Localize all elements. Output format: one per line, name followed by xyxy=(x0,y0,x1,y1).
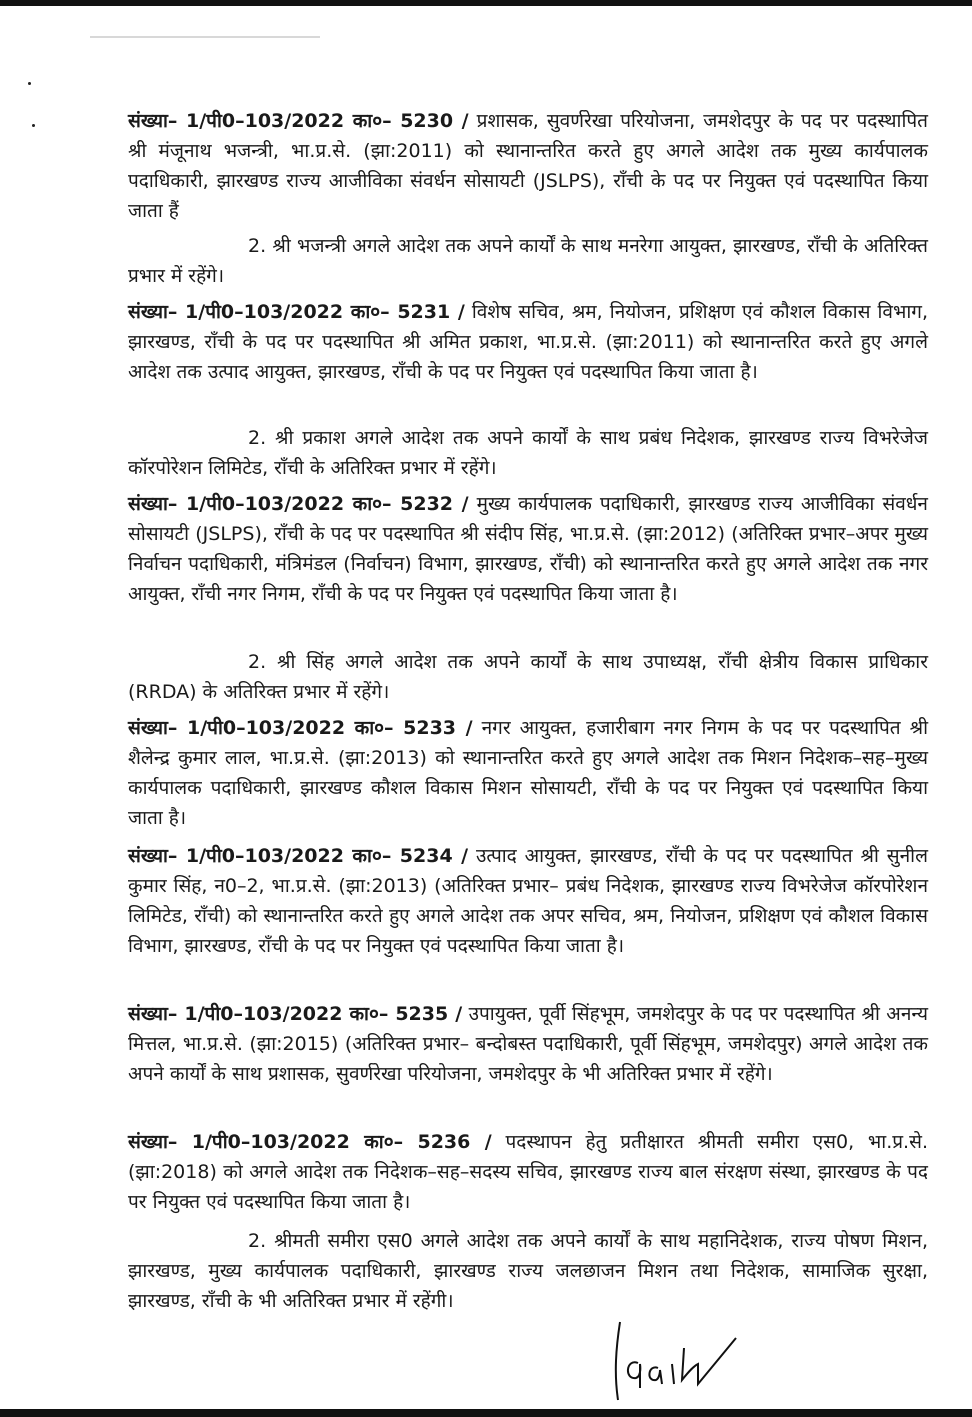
order-text: उत्पाद आयुक्त, झारखण्ड, राँची के पद पर पदस्थापित श्री सुनील कुमार सिंह, न0–2, भा.प्र.से. (झा:2013) (अतिरिक्त प्रभार– प्रबंध निदेशक, झारखण्ड राज्य विभरेजेज कॉरपोरेशन लिमिटेड, राँची) को स्थानान्तरित करते हुए अगले आदेश तक अपर सचिव, श्रम, नियोजन, प्रशिक्षण एवं कौशल विकास विभाग, झारखण्ड, राँची के पद पर नियुक्त एवं पदस्थापित किया जाता है। xyxy=(128,845,928,957)
order-text: प्रशासक, सुवर्णरेखा परियोजना, जमशेदपुर के पद पर पदस्थापित श्री मंजूनाथ भजन्त्री, भा.प्र.से. (झा:2011) को स्थानान्तरित करते हुए अगले आदेश तक मुख्य कार्यपालक पदाधिकारी, झारखण्ड राज्य आजीविका संवर्धन सोसायटी (JSLPS), राँची के पद पर नियुक्त एवं पदस्थापित किया जाता हैं xyxy=(128,110,928,222)
order-5232-note: 2. श्री सिंह अगले आदेश तक अपने कार्यों के साथ उपाध्यक्ष, राँची क्षेत्रीय विकास प्राधिकार (RRDA) के अतिरिक्त प्रभार में रहेंगे। xyxy=(128,651,928,703)
order-ref: संख्या– 1/पी0–103/2022 का०– 5231 / xyxy=(128,301,465,323)
order-5233 xyxy=(128,713,928,833)
order-5231-note: 2. श्री प्रकाश अगले आदेश तक अपने कार्यों के साथ प्रबंध निदेशक, झारखण्ड राज्य विभरेजेज कॉरपोरेशन लिमिटेड, राँची के अतिरिक्त प्रभार में रहेंगे। xyxy=(128,427,928,479)
order-ref: संख्या– 1/पी0–103/2022 का०– 5230 / xyxy=(128,110,469,132)
order-text: पदस्थापन हेतु प्रतीक्षारत श्रीमती समीरा एस0, भा.प्र.से. (झा:2018) को अगले आदेश तक निदेशक–सह–सदस्य सचिव, झारखण्ड राज्य बाल संरक्षण संस्था, झारखण्ड के पद पर नियुक्त एवं पदस्थापित किया जाता है। xyxy=(128,1131,928,1213)
order-text: मुख्य कार्यपालक पदाधिकारी, झारखण्ड राज्य आजीविका संवर्धन सोसायटी (JSLPS), राँची के पद पर पदस्थापित श्री संदीप सिंह, भा.प्र.से. (झा:2012) (अतिरिक्त प्रभार–अपर मुख्य निर्वाचन पदाधिकारी, मंत्रिमंडल (निर्वाचन) विभाग, झारखण्ड, राँची) को स्थानान्तरित करते हुए अगले आदेश तक नगर आयुक्त, राँची नगर निगम, राँची के पद पर नियुक्त एवं पदस्थापित किया जाता है। xyxy=(128,493,928,605)
order-ref: संख्या– 1/पी0–103/2022 का०– 5232 / xyxy=(128,493,469,515)
order-5230-note: 2. श्री भजन्त्री अगले आदेश तक अपने कार्यों के साथ मनरेगा आयुक्त, झारखण्ड, राँची के अतिरिक्त प्रभार में रहेंगे। xyxy=(128,235,928,287)
scan-speck xyxy=(32,124,35,127)
order-ref: संख्या– 1/पी0–103/2022 का०– 5234 / xyxy=(128,845,469,867)
top-border xyxy=(0,0,972,6)
order-text: नगर आयुक्त, हजारीबाग नगर निगम के पद पर पदस्थापित श्री शैलेन्द्र कुमार लाल, भा.प्र.से. (झा:2013) को स्थानान्तरित करते हुए अगले आदेश तक मिशन निदेशक–सह–मुख्य कार्यपालक पदाधिकारी, झारखण्ड कौशल विकास मिशन सोसायटी, राँची के पद पर नियुक्त एवं पदस्थापित किया जाता है। xyxy=(128,717,929,829)
order-5230 xyxy=(128,106,928,226)
order-5234 xyxy=(128,841,928,961)
scan-artifact xyxy=(90,36,320,38)
order-5236-note: 2. श्रीमती समीरा एस0 अगले आदेश तक अपने कार्यों के साथ महानिदेशक, राज्य पोषण मिशन, झारखण्ड, मुख्य कार्यपालक पदाधिकारी, झारखण्ड राज्य जलछाजन मिशन तथा निदेशक, सामाजिक सुरक्षा, झारखण्ड, राँची के भी अतिरिक्त प्रभार में रहेंगी। xyxy=(128,1230,928,1312)
order-5231 xyxy=(128,297,928,387)
order-ref: संख्या– 1/पी0–103/2022 का०– 5233 / xyxy=(128,717,473,739)
order-5232 xyxy=(128,489,928,609)
order-ref: संख्या– 1/पी0–103/2022 का०– 5236 / xyxy=(128,1131,492,1153)
order-ref: संख्या– 1/पी0–103/2022 का०– 5235 / xyxy=(128,1003,463,1025)
order-text: विशेष सचिव, श्रम, नियोजन, प्रशिक्षण एवं कौशल विकास विभाग, झारखण्ड, राँची के पद पर पदस्थापित श्री अमित प्रकाश, भा.प्र.से. (झा:2011) को स्थानान्तरित करते हुए अगले आदेश तक उत्पाद आयुक्त, झारखण्ड, राँची के पद पर नियुक्त एवं पदस्थापित किया जाता है। xyxy=(128,301,928,383)
signature xyxy=(598,1318,738,1403)
order-text: उपायुक्त, पूर्वी सिंहभूम, जमशेदपुर के पद पर पदस्थापित श्री अनन्य मित्तल, भा.प्र.से. (झा:2015) (अतिरिक्त प्रभार– बन्दोबस्त पदाधिकारी, पूर्वी सिंहभूम, जमशेदपुर) अगले आदेश तक अपने कार्यों के साथ प्रशासक, सुवर्णरेखा परियोजना, जमशेदपुर के भी अतिरिक्त प्रभार में रहेंगे। xyxy=(128,1003,928,1085)
scan-speck xyxy=(28,82,31,85)
bottom-border xyxy=(0,1409,972,1417)
order-5236 xyxy=(128,1127,928,1217)
order-5235 xyxy=(128,999,928,1089)
